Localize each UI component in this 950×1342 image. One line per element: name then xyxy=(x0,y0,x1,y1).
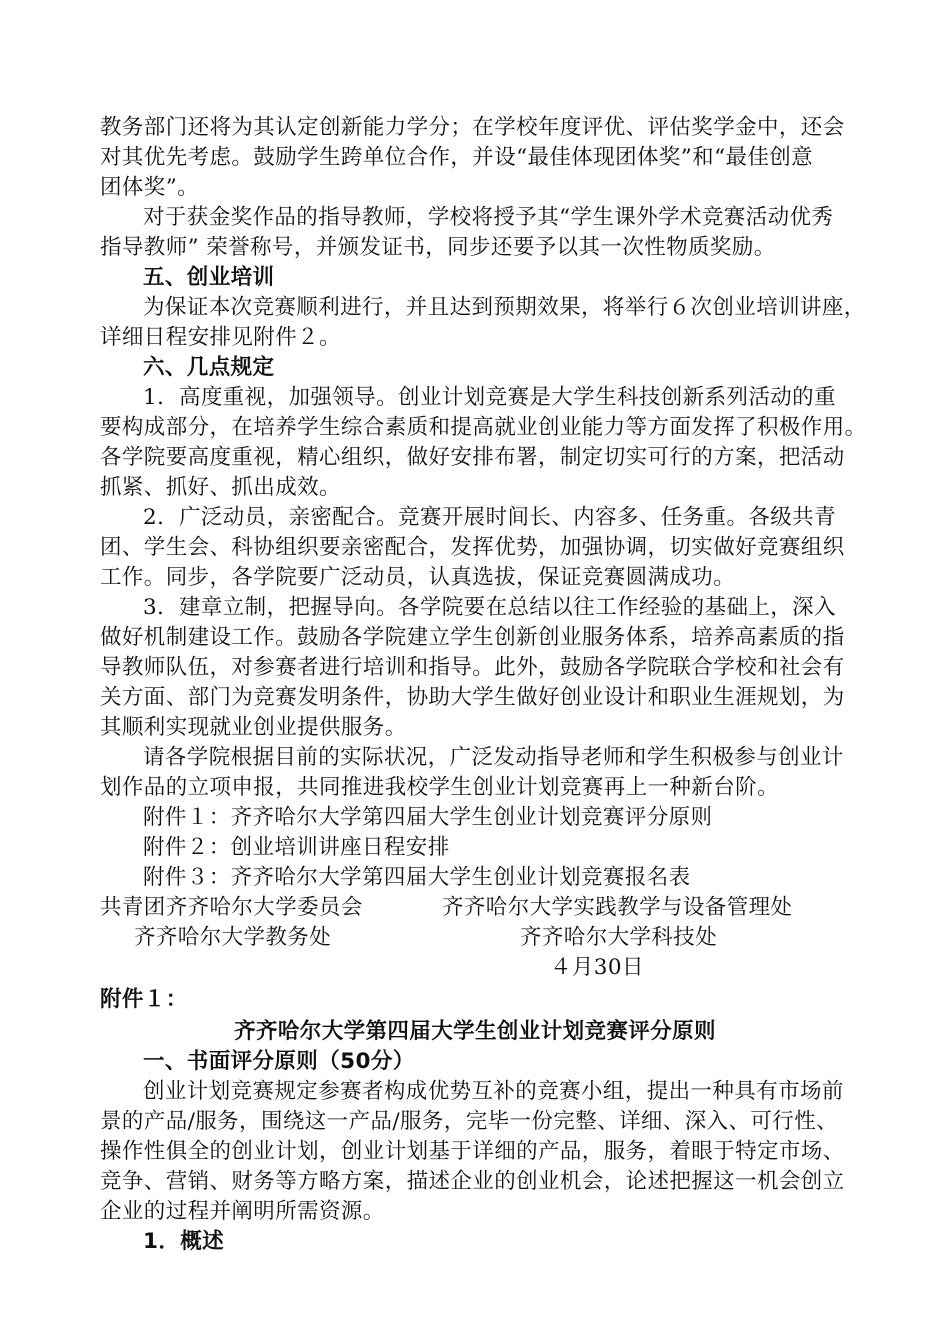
paragraph-line: 详细日程安排见附件２。 xyxy=(100,325,341,350)
section-heading: 一、书面评分原则（50分） xyxy=(143,1049,415,1074)
signature-org: 齐齐哈尔大学教务处 xyxy=(134,925,332,950)
paragraph-line: 工作。同步，各学院要广泛动员，认真选拔，保证竞赛圆满成功。 xyxy=(100,565,736,590)
paragraph-line: 操作性俱全的创业计划，创业计划基于详细的产品，服务，着眼于特定市场、 xyxy=(100,1139,845,1164)
signature-org: 共青团齐齐哈尔大学委员会 xyxy=(100,895,363,920)
paragraph-line: 抓紧、抓好、抓出成效。 xyxy=(100,475,341,500)
section-heading: 六、几点规定 xyxy=(143,355,275,380)
attachment-ref: 附件２：创业培训讲座日程安排 xyxy=(143,835,450,860)
paragraph-line: 划作品的立项申报，共同推进我校学生创业计划竞赛再上一种新台阶。 xyxy=(100,775,779,800)
attachment-ref: 附件１：齐齐哈尔大学第四届大学生创业计划竞赛评分原则 xyxy=(143,805,713,830)
paragraph-line: 关方面、部门为竞赛发明条件，协助大学生做好创业设计和职业生涯规划，为 xyxy=(100,685,845,710)
attachment-ref: 附件３：齐齐哈尔大学第四届大学生创业计划竞赛报名表 xyxy=(143,865,691,890)
paragraph-line: 景的产品/服务，围绕这一产品/服务，完毕一份完整、详细、深入、可行性、 xyxy=(100,1109,838,1134)
attachment-title: 齐齐哈尔大学第四届大学生创业计划竞赛评分原则 xyxy=(234,1019,716,1044)
paragraph-line: 创业计划竞赛规定参赛者构成优势互补的竞赛小组，提出一种具有市场前 xyxy=(143,1079,844,1104)
signature-org: 齐齐哈尔大学科技处 xyxy=(520,925,718,950)
section-heading: 五、创业培训 xyxy=(143,265,275,290)
paragraph-line: 其顺利实现就业创业提供服务。 xyxy=(100,715,407,740)
paragraph-line: 做好机制建设工作。鼓励各学院建立学生创新创业服务体系，培养高素质的指 xyxy=(100,625,845,650)
paragraph-line: 竞争、营销、财务等方略方案，描述企业的创业机会，论述把握这一机会创立 xyxy=(100,1169,845,1194)
paragraph-line: 3．建章立制，把握导向。各学院要在总结以往工作经验的基础上，深入 xyxy=(143,595,836,620)
paragraph-line: 各学院要高度重视，精心组织，做好安排布署，制定切实可行的方案，把活动 xyxy=(100,445,845,470)
paragraph-line: 导教师队伍，对参赛者进行培训和指导。此外，鼓励各学院联合学校和社会有 xyxy=(100,655,845,680)
paragraph-line: 要构成部分，在培养学生综合素质和提高就业创业能力等方面发挥了积极作用。 xyxy=(100,415,867,440)
signature-org: 齐齐哈尔大学实践教学与设备管理处 xyxy=(442,895,793,920)
paragraph-line: 团、学生会、科协组织要亲密配合，发挥优势，加强协调，切实做好竞赛组织 xyxy=(100,535,845,560)
signature-date: ４月30日 xyxy=(550,955,644,980)
paragraph-line: 指导教师” 荣誉称号，并颁发证书，同步还要予以其一次性物质奖励。 xyxy=(100,235,776,260)
paragraph-line: 为保证本次竞赛顺利进行，并且达到预期效果，将举行６次创业培训讲座， xyxy=(143,295,866,320)
paragraph-line: 1．高度重视，加强领导。创业计划竞赛是大学生科技创新系列活动的重 xyxy=(143,385,836,410)
paragraph-line: 团体奖”。 xyxy=(100,175,199,200)
paragraph-line: 教务部门还将为其认定创新能力学分；在学校年度评优、评估奖学金中，还会 xyxy=(100,115,845,140)
attachment-label: 附件１： xyxy=(100,987,188,1012)
paragraph-line: 请各学院根据目前的实际状况，广泛发动指导老师和学生积极参与创业计 xyxy=(143,745,844,770)
paragraph-line: 企业的过程并阐明所需资源。 xyxy=(100,1199,385,1224)
paragraph-line: 对其优先考虑。鼓励学生跨单位合作，并设“最佳体现团体奖”和“最佳创意 xyxy=(100,145,814,170)
paragraph-line: 对于获金奖作品的指导教师，学校将授予其“学生课外学术竞赛活动优秀 xyxy=(143,205,834,230)
paragraph-line: 2．广泛动员，亲密配合。竞赛开展时间长、内容多、任务重。各级共青 xyxy=(143,505,836,530)
subsection-heading: 1．概述 xyxy=(143,1229,225,1254)
